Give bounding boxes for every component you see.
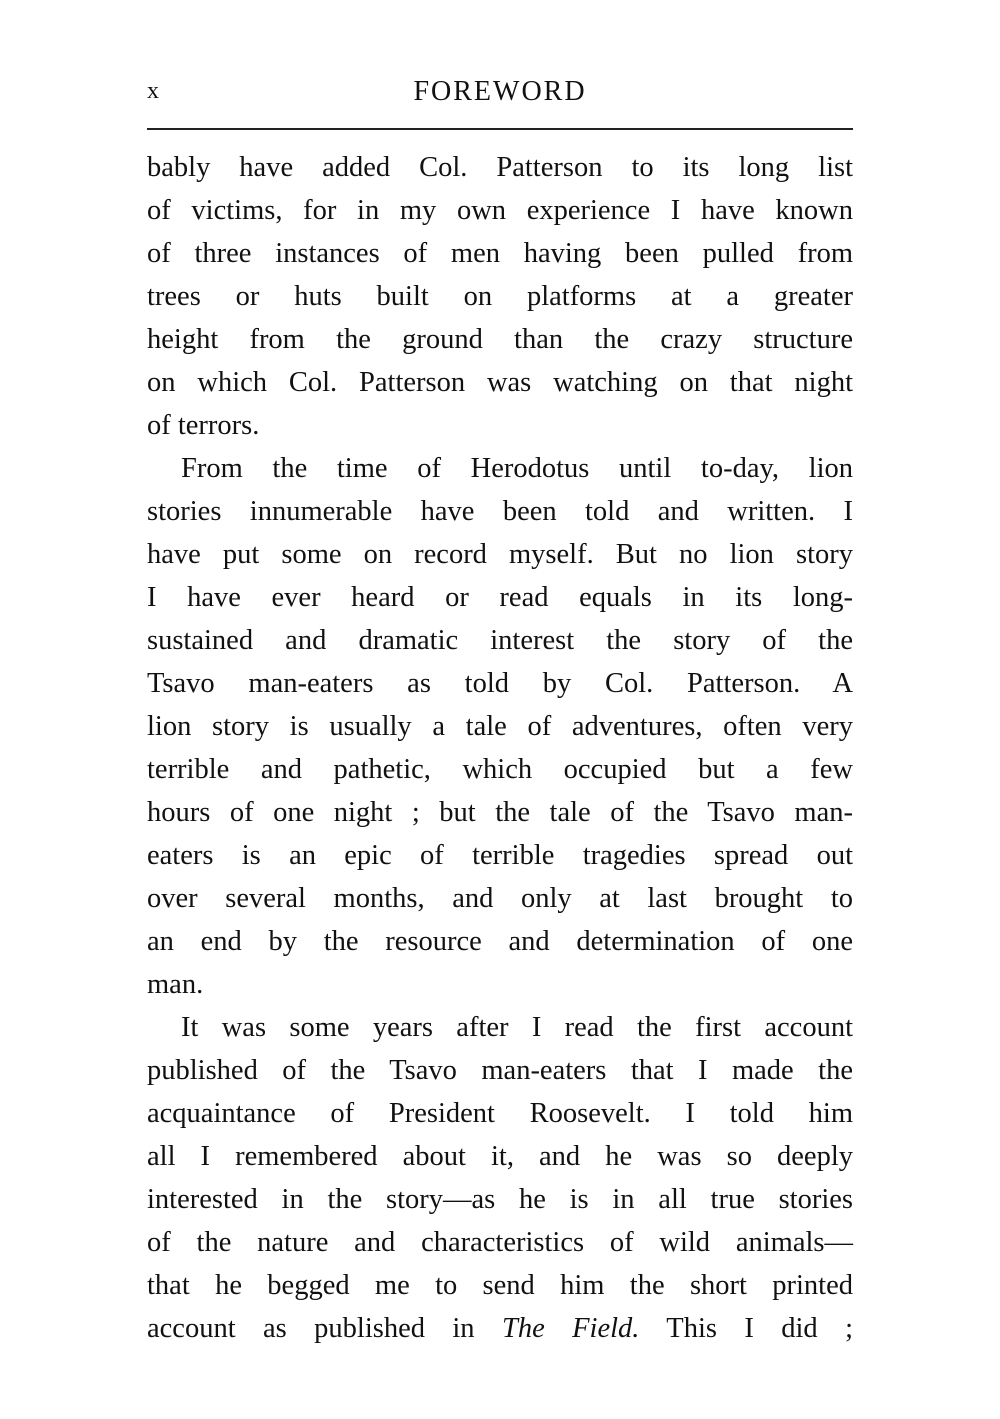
text-line: From the time of Herodotus until to-day, lion <box>181 453 853 484</box>
header-rule <box>147 128 853 130</box>
text-line: an end by the resource and determination of one <box>147 926 853 957</box>
text-line: Tsavo man-eaters as told by Col. Patterson. A <box>147 668 853 699</box>
text-line: all I remembered about it, and he was so deeply <box>147 1141 853 1172</box>
periodical-title: The Field. <box>501 1313 640 1344</box>
paragraph <box>147 146 853 447</box>
text-line: of the nature and characteristics of wild animals— <box>147 1227 853 1258</box>
text-line: on which Col. Patterson was watching on that night <box>147 367 853 398</box>
text-line <box>147 1307 853 1350</box>
text-line: sustained and dramatic interest the story of the <box>147 625 853 656</box>
text-line: bably have added Col. Patterson to its long list <box>147 152 853 183</box>
text-line: man. <box>147 969 204 1000</box>
text-line: that he begged me to send him the short printed <box>147 1270 853 1301</box>
text-line: It was some years after I read the first account <box>181 1012 853 1043</box>
text-line: height from the ground than the crazy structure <box>147 324 853 355</box>
body-text <box>147 146 853 1350</box>
text-line: stories innumerable have been told and written. I <box>147 496 853 527</box>
text-line: of victims, for in my own experience I have known <box>147 195 853 226</box>
text-line: published of the Tsavo man-eaters that I made the <box>147 1055 853 1086</box>
line-text-before: account as published in <box>147 1313 502 1344</box>
text-line: over several months, and only at last brought to <box>147 883 853 914</box>
text-line: of three instances of men having been pulled from <box>147 238 853 269</box>
text-line: eaters is an epic of terrible tragedies spread out <box>147 840 853 871</box>
text-line: terrible and pathetic, which occupied but a few <box>147 754 853 785</box>
text-line: interested in the story—as he is in all true stories <box>147 1184 853 1215</box>
text-line: I have ever heard or read equals in its long- <box>147 582 853 613</box>
text-line: of terrors. <box>147 410 260 441</box>
text-line: lion story is usually a tale of adventures, often very <box>147 711 853 742</box>
paragraph <box>147 447 853 1006</box>
text-line: hours of one night ; but the tale of the Tsavo man- <box>147 797 853 828</box>
page-number: x <box>147 78 159 104</box>
page-header <box>147 76 853 116</box>
text-line: trees or huts built on platforms at a greater <box>147 281 853 312</box>
text-line: acquaintance of President Roosevelt. I told him <box>147 1098 853 1129</box>
text-line: have put some on record myself. But no lion story <box>147 539 853 570</box>
line-text-after: This I did ; <box>639 1313 853 1344</box>
running-head: FOREWORD <box>413 76 587 107</box>
paragraph <box>147 1006 853 1350</box>
